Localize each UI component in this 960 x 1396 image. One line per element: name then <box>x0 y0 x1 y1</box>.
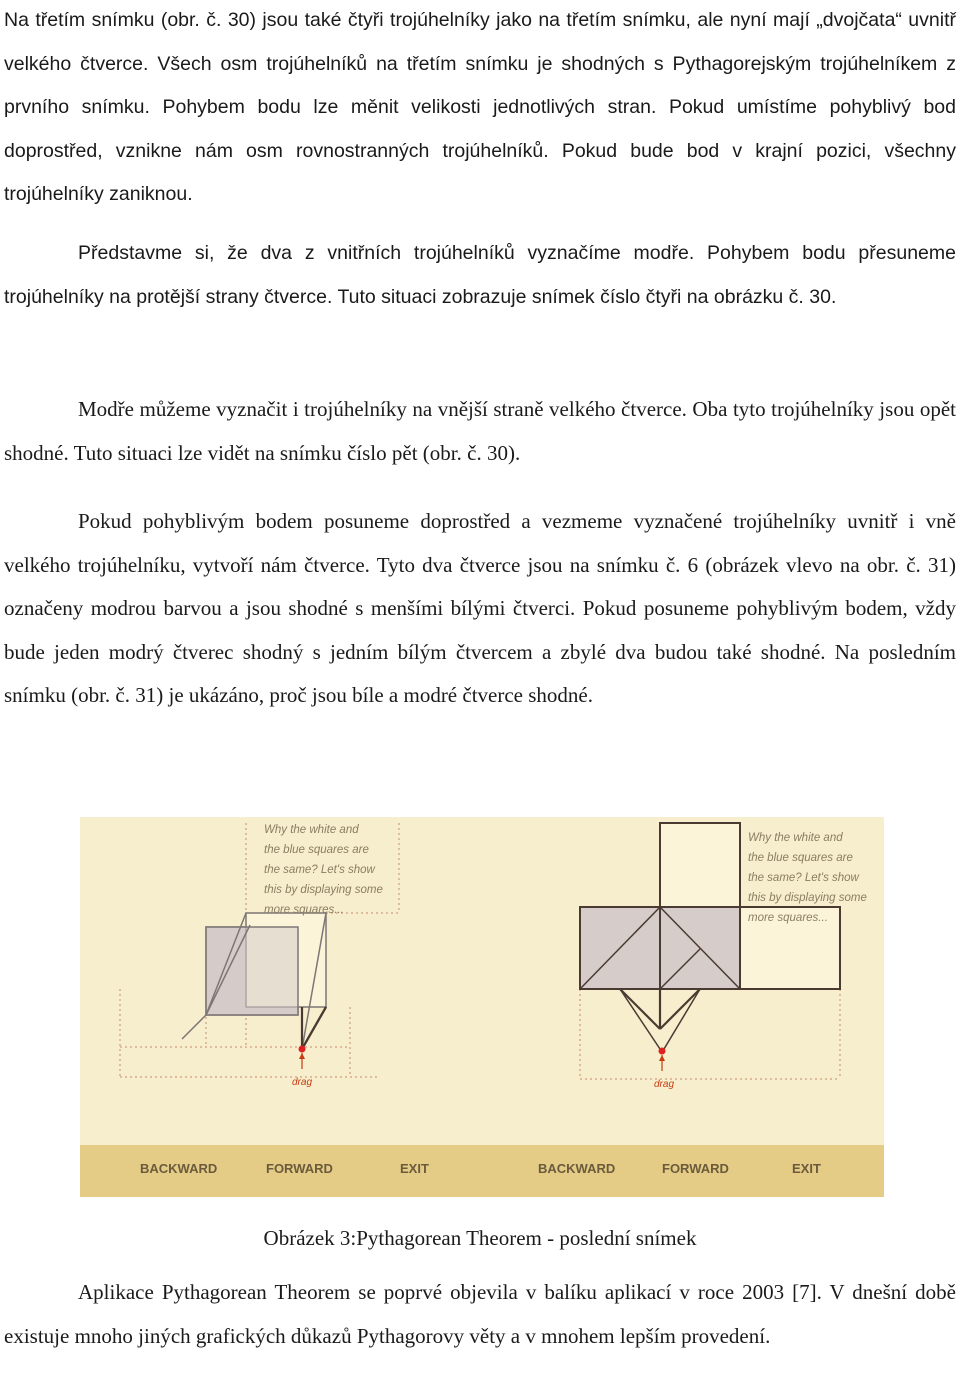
svg-text:Why the white and: Why the white and <box>748 832 843 844</box>
pythagorean-theorem-figure <box>80 817 884 1197</box>
svg-text:the blue squares are: the blue squares are <box>748 852 853 864</box>
paragraph-3: Modře můžeme vyznačit i trojúhelníky na vnější straně velkého čtverce. Oba tyto trojúhelníky jsou opět shodné. Tuto situaci lze vidět na snímku číslo pět (obr. č. 30). <box>4 397 956 465</box>
backward-button-right[interactable]: BACKWARD <box>538 1161 616 1176</box>
exit-button-right[interactable]: EXIT <box>792 1161 821 1176</box>
left-panel <box>120 823 399 1088</box>
svg-text:this by displaying some: this by displaying some <box>264 884 383 896</box>
svg-text:the same? Let's show: the same? Let's show <box>748 872 859 884</box>
svg-text:Why the white and: Why the white and <box>264 824 359 836</box>
paragraph-5: Aplikace Pythagorean Theorem se poprvé objevila v balíku aplikací v roce 2003 [7]. V dnešní době existuje mnoho jiných grafických důkazů Pythagorovy věty a v mnohem lepším provedení. <box>4 1280 956 1348</box>
forward-button-right[interactable]: FORWARD <box>662 1161 729 1176</box>
svg-text:more squares...: more squares... <box>748 912 828 924</box>
svg-text:this by displaying some: this by displaying some <box>748 892 867 904</box>
white-square-right-top <box>660 823 740 907</box>
backward-button-left[interactable]: BACKWARD <box>140 1161 218 1176</box>
drag-label-right: drag <box>653 1079 675 1090</box>
exit-button-left[interactable]: EXIT <box>400 1161 429 1176</box>
drag-point-left[interactable] <box>299 1046 306 1053</box>
paragraph-4: Pokud pohyblivým bodem posuneme doprostřed a vezmeme vyznačené trojúhelníky uvnitř i vně velkého trojúhelníku, vytvoří nám čtverce. Tyto dva čtverce jsou na snímku č. 6 (obrázek vlevo na obr. č. 31) označeny modrou barvou a jsou shodné s menšími bílými čtverci. Pokud posuneme pohyblivým bodem, vždy bude jeden modrý čtverec shodný s jedním bílým čtvercem a zbylé dva budou také shodné. Na posledním snímku (obr. č. 31) je ukázáno, proč jsou bíle a modré čtverce shodné. <box>4 509 956 707</box>
svg-text:the blue squares are: the blue squares are <box>264 844 369 856</box>
right-panel <box>580 823 867 1090</box>
drag-point-right[interactable] <box>659 1048 666 1055</box>
forward-button-left[interactable]: FORWARD <box>266 1161 333 1176</box>
drag-label-left: drag <box>291 1077 313 1088</box>
note-left <box>264 824 383 916</box>
svg-text:more squares...: more squares... <box>264 904 344 916</box>
paragraph-1: Na třetím snímku (obr. č. 30) jsou také čtyři trojúhelníky jako na třetím snímku, ale nyní mají „dvojčata“ uvnitř velkého čtverce. Všech osm trojúhelníků na třetím snímku je shodných s Pythagorejským trojúhelníkem z prvního snímku. Pohybem bodu lze měnit velikosti jednotlivých stran. Pokud umístíme pohyblivý bod doprostřed, vznikne nám osm rovnostranných trojúhelníků. Pokud bude bod v krajní pozici, všechny trojúhelníky zaniknou. <box>4 9 956 205</box>
figure-caption: Obrázek 3:Pythagorean Theorem - poslední snímek <box>263 1226 697 1250</box>
paragraph-2: Představme si, že dva z vnitřních trojúhelníků vyznačíme modře. Pohybem bodu přesuneme trojúhelníky na protější strany čtverce. Tuto situaci zobrazuje snímek číslo čtyři na obrázku č. 30. <box>4 242 956 308</box>
svg-text:the same? Let's show: the same? Let's show <box>264 864 375 876</box>
